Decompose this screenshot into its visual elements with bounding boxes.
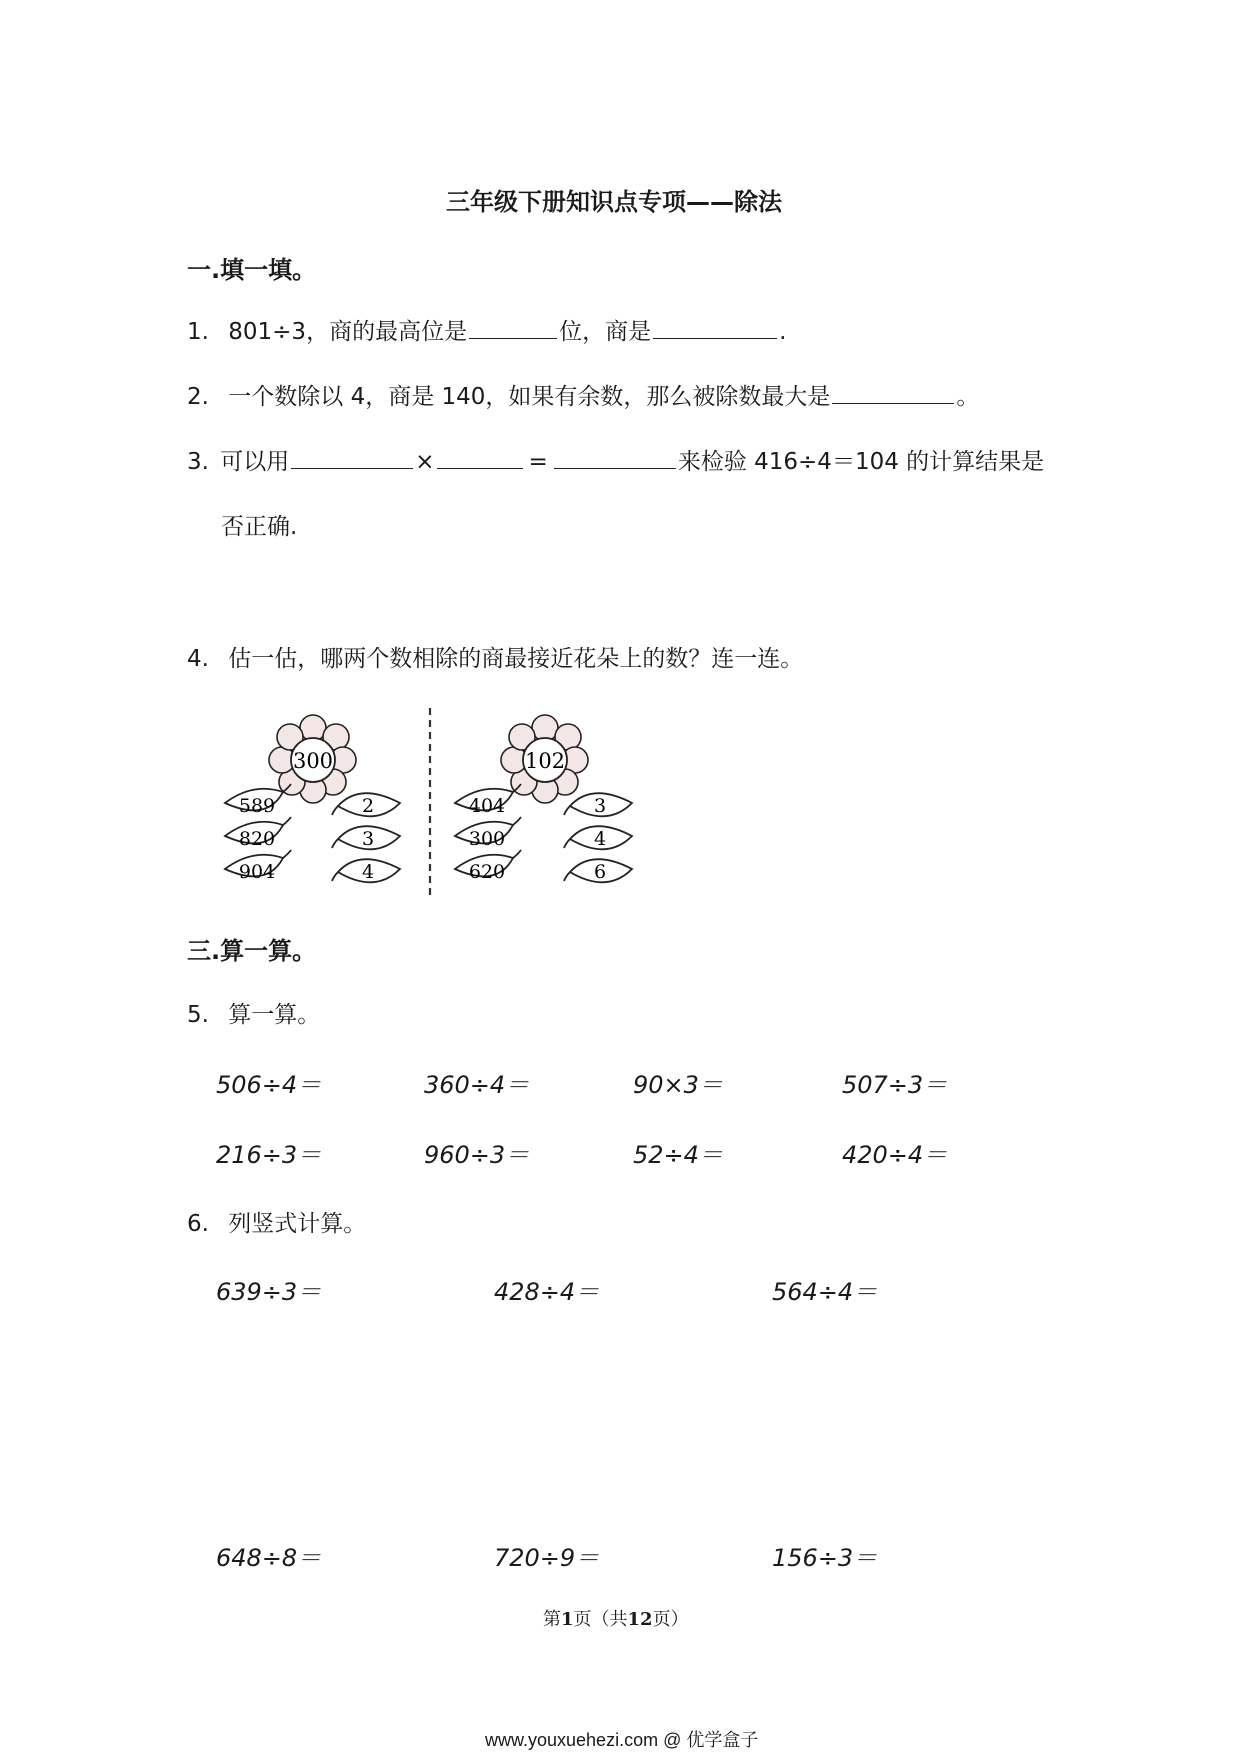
- question-1: [187, 313, 786, 346]
- question-number: 2.: [187, 384, 209, 410]
- question-number: 3.: [187, 449, 209, 475]
- question-3: [187, 443, 1044, 476]
- question-3-continued: 否正确.: [221, 514, 298, 540]
- calc-item: 420÷4＝: [842, 1141, 948, 1169]
- question-2: [187, 378, 979, 411]
- question-text: .: [779, 319, 787, 345]
- calc-item: 216÷3＝: [216, 1141, 322, 1169]
- question-number: 4.: [187, 646, 209, 672]
- leaf-number: 820: [238, 828, 276, 850]
- flower-number: 102: [524, 749, 566, 773]
- leaf-number: 300: [468, 828, 506, 850]
- answer-blank[interactable]: [291, 446, 413, 469]
- calc-item: 507÷3＝: [842, 1071, 948, 1099]
- footer-text: 页（共: [573, 1609, 628, 1630]
- answer-blank[interactable]: [653, 316, 777, 339]
- flower-number: 300: [292, 749, 334, 773]
- question-4: [187, 640, 803, 673]
- answer-blank[interactable]: [554, 446, 676, 469]
- flower-right: [501, 715, 588, 803]
- footer-text: 第: [543, 1609, 561, 1630]
- section-heading-calc: 三.算一算。: [187, 937, 317, 965]
- calc-item: 52÷4＝: [633, 1141, 723, 1169]
- leaf-number: 4: [361, 861, 375, 883]
- page-title: 三年级下册知识点专项——除法: [446, 188, 782, 216]
- vertical-calc-item: 639÷3＝: [216, 1278, 322, 1306]
- calc-item: 360÷4＝: [424, 1071, 530, 1099]
- question-text: 。: [956, 384, 980, 410]
- question-text: 算一算。: [228, 1002, 321, 1028]
- calc-item: 506÷4＝: [216, 1071, 322, 1099]
- question-text: 估一估，哪两个数相除的商最接近花朵上的数？连一连。: [228, 646, 804, 672]
- matching-figure: [215, 700, 655, 900]
- question-text: 可以用: [220, 449, 290, 475]
- vertical-calc-item: 156÷3＝: [772, 1544, 878, 1572]
- question-text: 来检验 416÷4＝104 的计算结果是: [677, 449, 1045, 475]
- leaf-number: 3: [361, 828, 375, 850]
- vertical-calc-item: 564÷4＝: [772, 1278, 878, 1306]
- calc-item: 960÷3＝: [424, 1141, 530, 1169]
- answer-blank[interactable]: [832, 381, 954, 404]
- leaf-number: 589: [238, 795, 276, 817]
- total-pages: 12: [627, 1609, 653, 1630]
- question-text: 位，商是: [559, 319, 652, 345]
- answer-blank[interactable]: [469, 316, 557, 339]
- question-number: 5.: [187, 1002, 209, 1028]
- leaf-number: 904: [238, 861, 276, 883]
- flower-left: [269, 715, 356, 803]
- leaf-number: 404: [468, 795, 506, 817]
- leaf-number: 4: [593, 828, 607, 850]
- leaf-number: 620: [468, 861, 506, 883]
- footer-text: 页）: [652, 1609, 689, 1630]
- vertical-calc-item: 648÷8＝: [216, 1544, 322, 1572]
- question-text: 列竖式计算。: [228, 1211, 367, 1237]
- calc-item: 90×3＝: [633, 1071, 723, 1099]
- section-heading-fill: 一.填一填。: [187, 256, 317, 284]
- page-footer: [543, 1605, 689, 1631]
- equals-sign: =: [528, 449, 548, 475]
- watermark: www.youxuehezi.com @ 优学盒子: [485, 1730, 759, 1750]
- leaf-number: 6: [593, 861, 607, 883]
- question-number: 6.: [187, 1211, 209, 1237]
- question-number: 1.: [187, 319, 209, 345]
- question-6: [187, 1205, 366, 1238]
- question-text: 801÷3，商的最高位是: [228, 319, 468, 345]
- leaf-number: 2: [361, 795, 375, 817]
- answer-blank[interactable]: [437, 446, 523, 469]
- question-text: 一个数除以 4，商是 140，如果有余数，那么被除数最大是: [228, 384, 831, 410]
- question-5: [187, 996, 320, 1029]
- times-sign: ×: [415, 449, 435, 475]
- leaf-number: 3: [593, 795, 607, 817]
- page-number: 1: [561, 1609, 574, 1630]
- vertical-calc-item: 720÷9＝: [494, 1544, 600, 1572]
- vertical-calc-item: 428÷4＝: [494, 1278, 600, 1306]
